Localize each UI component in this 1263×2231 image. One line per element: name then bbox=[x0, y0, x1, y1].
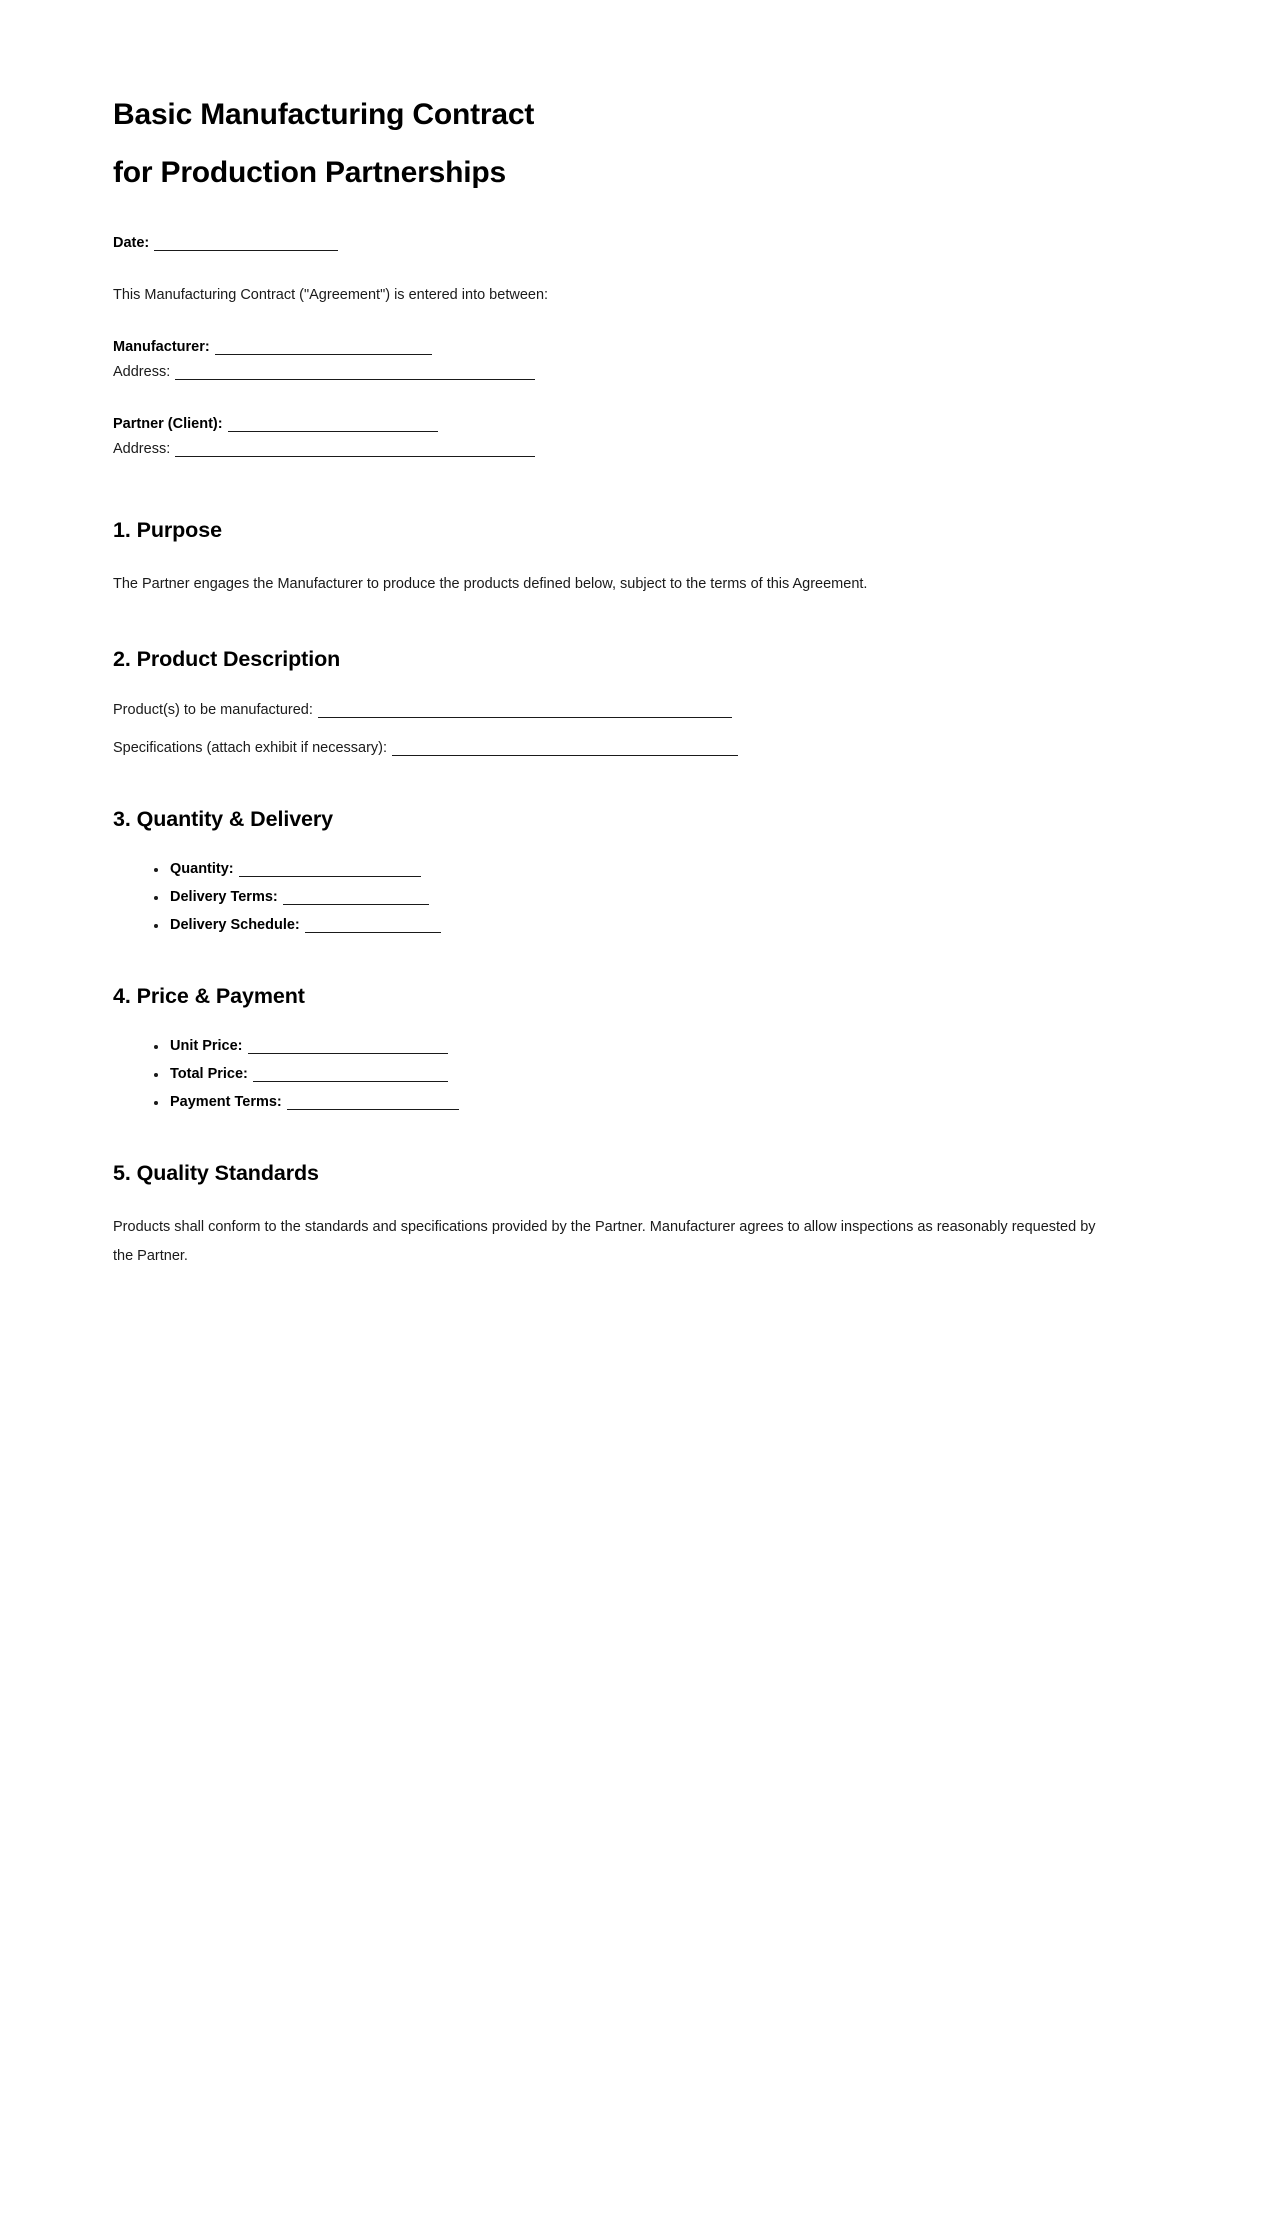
list-item bbox=[154, 1092, 1150, 1113]
manufacturer-address-fill-rule[interactable] bbox=[175, 379, 535, 380]
spacer bbox=[113, 833, 1150, 859]
products-fill-rule[interactable] bbox=[318, 717, 732, 718]
manufacturer-party-block bbox=[113, 336, 1150, 383]
partner-address-field bbox=[113, 438, 1150, 460]
list-item bbox=[154, 1064, 1150, 1085]
spacer bbox=[113, 1010, 1150, 1036]
date-field bbox=[113, 232, 1150, 254]
section-quantity-delivery bbox=[113, 805, 1150, 936]
manufacturer-fill-rule[interactable] bbox=[215, 354, 432, 355]
spacer bbox=[113, 254, 1150, 284]
delivery-terms-label: Delivery Terms: bbox=[170, 889, 278, 905]
quantity-delivery-list bbox=[113, 859, 1150, 936]
date-label: Date: bbox=[113, 235, 150, 251]
list-item bbox=[154, 1036, 1150, 1057]
total-price-label: Total Price: bbox=[170, 1066, 248, 1082]
date-fill-rule[interactable] bbox=[154, 250, 338, 251]
section-product-description bbox=[113, 645, 1150, 759]
section-price-payment-heading: 4. Price & Payment bbox=[113, 984, 305, 1008]
spacer bbox=[113, 1187, 1150, 1213]
spacer bbox=[113, 544, 1150, 570]
delivery-schedule-label: Delivery Schedule: bbox=[170, 917, 300, 933]
section-purpose-body: The Partner engages the Manufacturer to produce the products defined below, subject to the terms of this Agreement. bbox=[113, 576, 868, 592]
list-item bbox=[154, 915, 1150, 936]
spacer bbox=[113, 306, 1150, 336]
spacer bbox=[113, 1113, 1150, 1159]
list-item bbox=[154, 887, 1150, 908]
spacer bbox=[113, 202, 1150, 232]
spacer bbox=[113, 599, 1150, 645]
unit-price-label: Unit Price: bbox=[170, 1038, 243, 1054]
delivery-schedule-fill-rule[interactable] bbox=[305, 932, 441, 933]
section-quality-standards bbox=[113, 1159, 1150, 1271]
section-product-description-heading: 2. Product Description bbox=[113, 647, 341, 671]
specifications-field bbox=[113, 737, 1150, 759]
spacer bbox=[113, 383, 1150, 413]
intro-paragraph: This Manufacturing Contract ("Agreement") is entered into between: bbox=[113, 287, 549, 303]
title-line-2: for Production Partnerships bbox=[113, 156, 506, 189]
partner-address-label: Address: bbox=[113, 441, 171, 457]
specifications-label: Specifications (attach exhibit if necessary): bbox=[113, 740, 388, 756]
spacer bbox=[113, 673, 1150, 699]
products-field bbox=[113, 699, 1150, 721]
partner-party-block bbox=[113, 413, 1150, 460]
spacer bbox=[113, 759, 1150, 805]
section-purpose bbox=[113, 516, 1150, 599]
manufacturer-address-label: Address: bbox=[113, 364, 171, 380]
price-payment-list bbox=[113, 1036, 1150, 1113]
manufacturer-address-field bbox=[113, 361, 1150, 383]
partner-address-fill-rule[interactable] bbox=[175, 456, 535, 457]
specifications-fill-rule[interactable] bbox=[392, 755, 738, 756]
spacer bbox=[113, 721, 1150, 737]
total-price-fill-rule[interactable] bbox=[253, 1081, 448, 1082]
spacer bbox=[113, 936, 1150, 982]
section-quality-standards-heading: 5. Quality Standards bbox=[113, 1161, 319, 1185]
manufacturer-name-field bbox=[113, 336, 1150, 358]
delivery-terms-fill-rule[interactable] bbox=[283, 904, 429, 905]
section-quality-standards-body: Products shall conform to the standards and specifications provided by the Partner. Manufacturer agrees to allow inspections as reasonably requested by the Partner. bbox=[113, 1219, 1096, 1264]
quantity-fill-rule[interactable] bbox=[239, 876, 421, 877]
page-title bbox=[113, 86, 1150, 202]
products-label: Product(s) to be manufactured: bbox=[113, 702, 313, 718]
payment-terms-fill-rule[interactable] bbox=[287, 1109, 459, 1110]
section-price-payment bbox=[113, 982, 1150, 1113]
partner-label: Partner (Client): bbox=[113, 416, 223, 432]
list-item bbox=[154, 859, 1150, 880]
quantity-label: Quantity: bbox=[170, 861, 234, 877]
spacer bbox=[113, 460, 1150, 516]
partner-fill-rule[interactable] bbox=[228, 431, 438, 432]
section-quantity-delivery-heading: 3. Quantity & Delivery bbox=[113, 807, 334, 831]
partner-name-field bbox=[113, 413, 1150, 435]
unit-price-fill-rule[interactable] bbox=[248, 1053, 448, 1054]
manufacturer-label: Manufacturer: bbox=[113, 339, 210, 355]
payment-terms-label: Payment Terms: bbox=[170, 1094, 282, 1110]
title-line-1: Basic Manufacturing Contract bbox=[113, 98, 535, 131]
section-purpose-heading: 1. Purpose bbox=[113, 518, 222, 542]
